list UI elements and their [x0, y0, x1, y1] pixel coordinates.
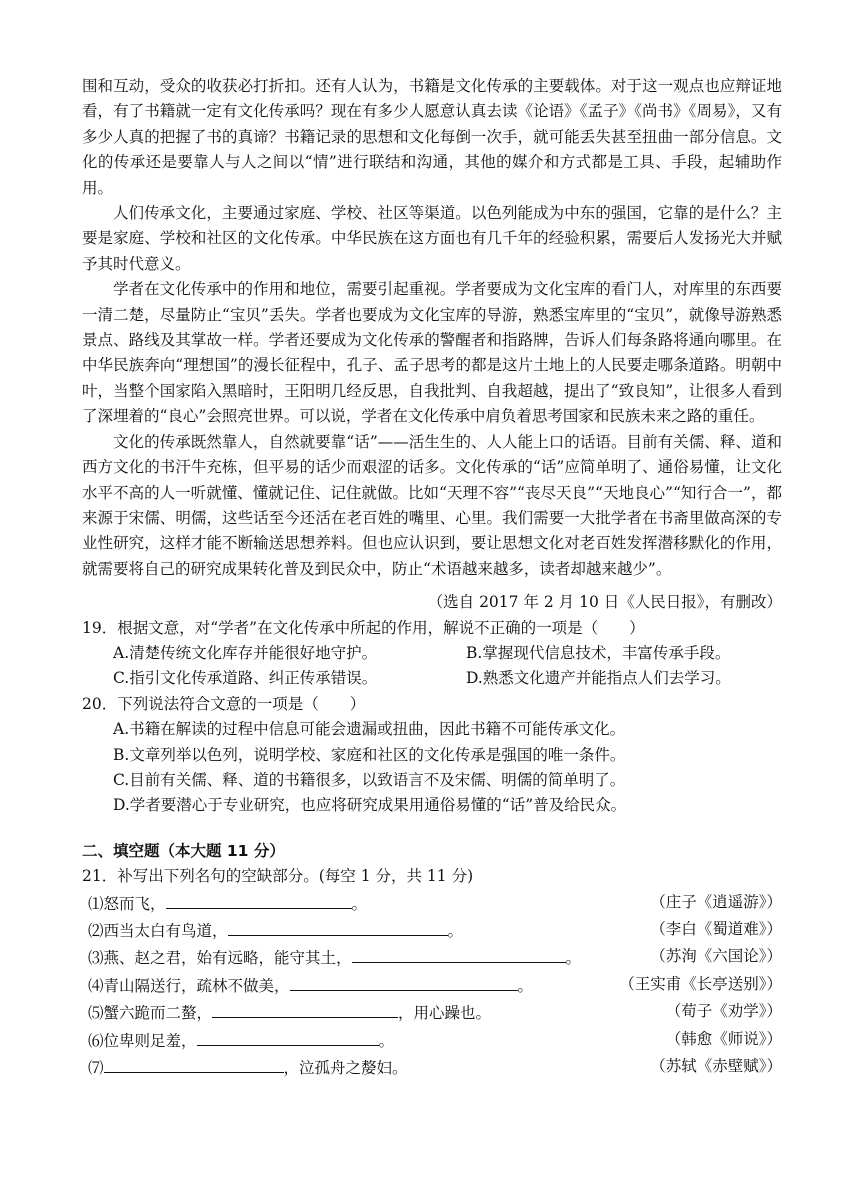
fill-citation: （韩愈《师说》） — [665, 1029, 782, 1048]
question-19-options-row-1 — [82, 641, 782, 666]
answer-blank[interactable] — [166, 890, 352, 909]
answer-blank[interactable] — [352, 944, 566, 963]
fill-item-6 — [82, 1027, 782, 1054]
question-19 — [82, 616, 782, 692]
answer-blank[interactable] — [228, 917, 448, 936]
fill-item-1 — [82, 890, 782, 917]
fill-before: ⑷青山隔送行，疏林不做美， — [88, 976, 290, 995]
option-d: D.熟悉文化遗产并能指点人们去学习。 — [466, 669, 731, 688]
question-20-stem: 20．下列说法符合文意的一项是（ ） — [82, 694, 366, 713]
fill-citation: （王实甫《长亭送别》） — [619, 974, 782, 993]
fill-item-5 — [82, 999, 782, 1026]
question-21-stem: 21．补写出下列名句的空缺部分。(每空 1 分，共 11 分) — [82, 867, 474, 886]
fill-item-7 — [82, 1054, 782, 1081]
fill-item-3 — [82, 944, 782, 971]
answer-blank[interactable] — [104, 1054, 284, 1073]
option-b: B.掌握现代信息技术，丰富传承手段。 — [466, 643, 731, 662]
answer-blank[interactable] — [212, 999, 398, 1018]
option-c: C.指引文化传承道路、纠正传承错误。 — [113, 669, 378, 688]
fill-before: ⑹位卑则足羞， — [88, 1031, 197, 1050]
passage-paragraph-1: 围和互动，受众的收获必打折扣。还有人认为，书籍是文化传承的主要载体。对于这一观点也应辩证地看，有了书籍就一定有文化传承吗？现在有多少人愿意认真去读《论语》《孟子》《尚书》《周易》，又有多少人真的把握了书的真谛？书籍记录的思想和文化每倒一次手，就可能丢失甚至扭曲一部分信息。文化的传承还是要靠人与人之间以“情”进行联结和沟通，其他的媒介和方式都是工具、手段，起辅助作用。 — [82, 77, 782, 197]
fill-after: 。 — [378, 1031, 395, 1050]
option-a: A.清楚传统文化库存并能很好地守护。 — [113, 643, 378, 662]
fill-citation: （苏洵《六国论》） — [650, 947, 782, 966]
fill-before: ⑵西当太白有鸟道， — [88, 922, 228, 940]
fill-before: ⑺ — [88, 1059, 104, 1078]
fill-item-2 — [82, 917, 782, 944]
option-d: D.学者要潜心于专业研究，也应将研究成果用通俗易懂的“话”普及给民众。 — [113, 796, 627, 815]
fill-after: 。 — [565, 949, 582, 968]
passage-paragraph-4: 文化的传承既然靠人，自然就要靠“话”——活生生的、人人能上口的话语。目前有关儒、释、道和西方文化的书汗牛充栋，但平易的话少而艰涩的话多。文化传承的“话”应简单明了、通俗易懂，让文化水平不高的人一听就懂、懂就记住、记住就做。比如“天理不容”“丧尽天良”“天地良心”“知行合一”，都来源于宋儒、明儒，这些话至今还活在老百姓的嘴里、心里。我们需要一大批学者在书斋里做高深的专业性研究，这样才能不断输送思想养料。但也应认识到，要让思想文化对老百姓发挥潜移默化的作用，就需要将自己的研究成果转化普及到民众中，防止“术语越来越多，读者却越来越少”。 — [82, 432, 782, 578]
question-19-options-row-2 — [82, 666, 782, 691]
fill-before: ⑴怒而飞， — [88, 894, 166, 913]
fill-after: 。 — [447, 922, 464, 940]
passage-paragraph-2: 人们传承文化，主要通过家庭、学校、社区等渠道。以色列能成为中东的强国，它靠的是什么？主要是家庭、学校和社区的文化传承。中华民族在这方面也有几千年的经验积累，需要后人发扬光大并赋予其时代意义。 — [82, 204, 782, 273]
fill-before: ⑶燕、赵之君，始有远略，能守其土， — [88, 949, 352, 968]
answer-blank[interactable] — [197, 1027, 379, 1046]
fill-item-4 — [82, 972, 782, 999]
option-c: C.目前有关儒、释、道的书籍很多，以致语言不及宋儒、明儒的简单明了。 — [113, 770, 626, 789]
fill-after: 。 — [517, 976, 534, 995]
fill-after: 。 — [351, 894, 368, 913]
fill-before: ⑸蟹六跪而二螯， — [88, 1004, 213, 1023]
fill-citation: （李白《蜀道难》） — [650, 920, 782, 938]
fill-after: ，用心躁也。 — [398, 1004, 492, 1023]
fill-citation: （苏轼《赤壁赋》） — [650, 1057, 782, 1076]
fill-citation: （荀子《劝学》） — [665, 1002, 782, 1021]
section-title: 二、填空题（本大题 11 分） — [82, 841, 285, 860]
passage-paragraph-3: 学者在文化传承中的作用和地位，需要引起重视。学者要成为文化宝库的看门人，对库里的东西要一清二楚，尽量防止“宝贝”丢失。学者也要成为文化宝库的导游，熟悉宝库里的“宝贝”，就像导游熟悉景点、路线及其掌故一样。学者还要成为文化传承的警醒者和指路牌，告诉人们每条路将通向哪里。在中华民族奔向“理想国”的漫长征程中，孔子、孟子思考的都是这片土地上的人民要走哪条道路。明朝中叶，当整个国家陷入黑暗时，王阳明几经反思，自我批判、自我超越，提出了“致良知”，让很多人看到了深埋着的“良心”会照亮世界。可以说，学者在文化传承中肩负着思考国家和民族未来之路的重任。 — [82, 280, 782, 426]
fill-after: ，泣孤舟之嫠妇。 — [283, 1059, 408, 1078]
answer-blank[interactable] — [290, 972, 518, 991]
question-20 — [82, 692, 782, 819]
option-b: B.文章列举以色列，说明学校、家庭和社区的文化传承是强国的唯一条件。 — [113, 745, 626, 764]
question-19-stem: 19．根据文意，对“学者”在文化传承中所起的作用，解说不正确的一项是（ ） — [82, 618, 645, 637]
option-a: A.书籍在解读的过程中信息可能会遗漏或扭曲，因此书籍不可能传承文化。 — [113, 720, 626, 739]
fill-citation: （庄子《逍遥游》） — [650, 892, 782, 911]
passage-source: （选自 2017 年 2 月 10 日《人民日报》，有删改） — [427, 593, 782, 612]
exam-page — [82, 74, 782, 1081]
